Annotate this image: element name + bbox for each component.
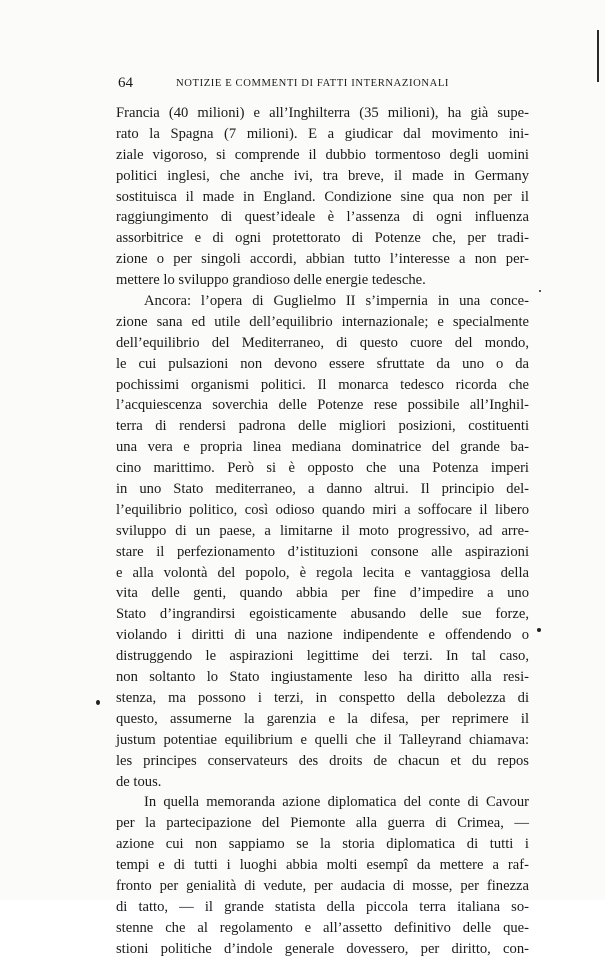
text-line: raggiungimento di quest’ideale è l’assenza di ogni influenza	[116, 209, 529, 226]
text-line: cino marittimo. Però si è opposto che una Potenza imperi	[116, 460, 529, 477]
text-line: in uno Stato mediterraneo, a danno altrui. Il principio del-	[116, 481, 529, 498]
text-line: Stato d’ingrandirsi egoisticamente abusando delle sue forze,	[116, 606, 529, 623]
ink-speck	[539, 290, 541, 292]
page-header	[118, 74, 488, 92]
text-line: violando i diritti di una nazione indipendente e offendendo o	[116, 627, 529, 644]
text-line: In quella memoranda azione diplomatica del conte di Cavour	[144, 794, 529, 811]
ink-speck	[96, 700, 100, 705]
text-line: stenza, ma possono i terzi, in conspetto della debolezza di	[116, 689, 529, 706]
text-line: e alla volontà del popolo, è regola lecita e vantaggiosa della	[116, 564, 529, 581]
text-line: stenne che al regolamento e all’assetto definitivo delle que-	[116, 919, 529, 936]
text-line: stioni politiche d’indole generale dovessero, per diritto, con-	[116, 940, 529, 957]
text-line: rato la Spagna (7 milioni). E a giudicar dal movimento ini-	[116, 125, 529, 142]
text-line: mettere lo sviluppo grandioso delle energie tedesche.	[116, 272, 426, 289]
text-line: zione o per singoli accordi, abbian tutto l’interesse a non per-	[116, 251, 529, 268]
text-line: non soltanto lo Stato ingiustamente leso ha diritto alla resi-	[116, 669, 529, 686]
text-line: l’equilibrio politico, così odioso quando miri a soffocare il libero	[116, 501, 529, 518]
text-line: per la partecipazione del Piemonte alla guerra di Crimea, —	[116, 815, 529, 832]
text-line: tempi e di tutti i luoghi abbia molti esempî da mettere a raf-	[116, 857, 529, 874]
text-line: assorbitrice e di ogni protettorato di Potenze che, per tradi-	[116, 230, 529, 247]
text-line: sviluppo di un paese, a limitarne il moto progressivo, ad arre-	[116, 522, 529, 539]
text-line: pochissimi organismi politici. Il monarca tedesco ricorda che	[116, 376, 529, 393]
text-line: dell’equilibrio del Mediterraneo, di questo cuore del mondo,	[116, 334, 529, 351]
text-line: de tous.	[116, 773, 162, 790]
running-title: NOTIZIE E COMMENTI DI FATTI INTERNAZIONALI	[176, 78, 450, 89]
paragraph-3	[116, 792, 529, 959]
text-line: justum potentiae equilibrium e quelli che il Talleyrand chiamava:	[116, 731, 529, 748]
text-line: sostituisca il made in England. Condizione sine qua non per il	[116, 188, 529, 205]
text-line: le cui pulsazioni non devono essere sfruttate da uno o da	[116, 355, 529, 372]
text-line: les principes conservateurs des droits de chacun et du repos	[116, 752, 529, 769]
page-edge-mark	[597, 30, 599, 82]
text-line: stare il perfezionamento d’istituzioni consone alle aspirazioni	[116, 543, 529, 560]
text-line: distruggendo le aspirazioni legittime dei terzi. In tal caso,	[116, 648, 529, 665]
text-line: zione sana ed utile dell’equilibrio internazionale; e specialmente	[116, 313, 529, 330]
text-line: ziale vigoroso, si comprende il dubbio tormentoso degli uomini	[116, 146, 529, 163]
body-text	[116, 103, 529, 960]
text-line: l’acquiescenza soverchia delle Potenze rese possibile all’Inghil-	[116, 397, 529, 414]
text-line: Ancora: l’opera di Guglielmo II s’impernia in una conce-	[144, 293, 529, 310]
text-line: terra di rendersi padrona delle migliori posizioni, costituenti	[116, 418, 529, 435]
ink-speck	[537, 628, 541, 632]
paragraph-2	[116, 291, 529, 792]
page-number: 64	[118, 75, 133, 91]
text-line: fronto per genialità di vedute, per audacia di mosse, per finezza	[116, 877, 529, 894]
text-line: Francia (40 milioni) e all’Inghilterra (35 milioni), ha già supe-	[116, 105, 529, 121]
text-line: vita delle genti, quando abbia per fine d’impedire a uno	[116, 585, 529, 602]
text-line: una vera e propria linea mediana dominatrice del grande ba-	[116, 439, 529, 456]
text-line: azione cui non sappiamo se la storia diplomatica di tutti i	[116, 836, 529, 853]
text-line: questo, assumerne la garenzia e la difesa, per reprimere il	[116, 710, 529, 727]
paragraph-1	[116, 103, 529, 291]
text-line: di tatto, — il grande statista della piccola terra italiana so-	[116, 898, 529, 915]
text-line: politici inglesi, che anche ivi, tra breve, il made in Germany	[116, 167, 529, 184]
